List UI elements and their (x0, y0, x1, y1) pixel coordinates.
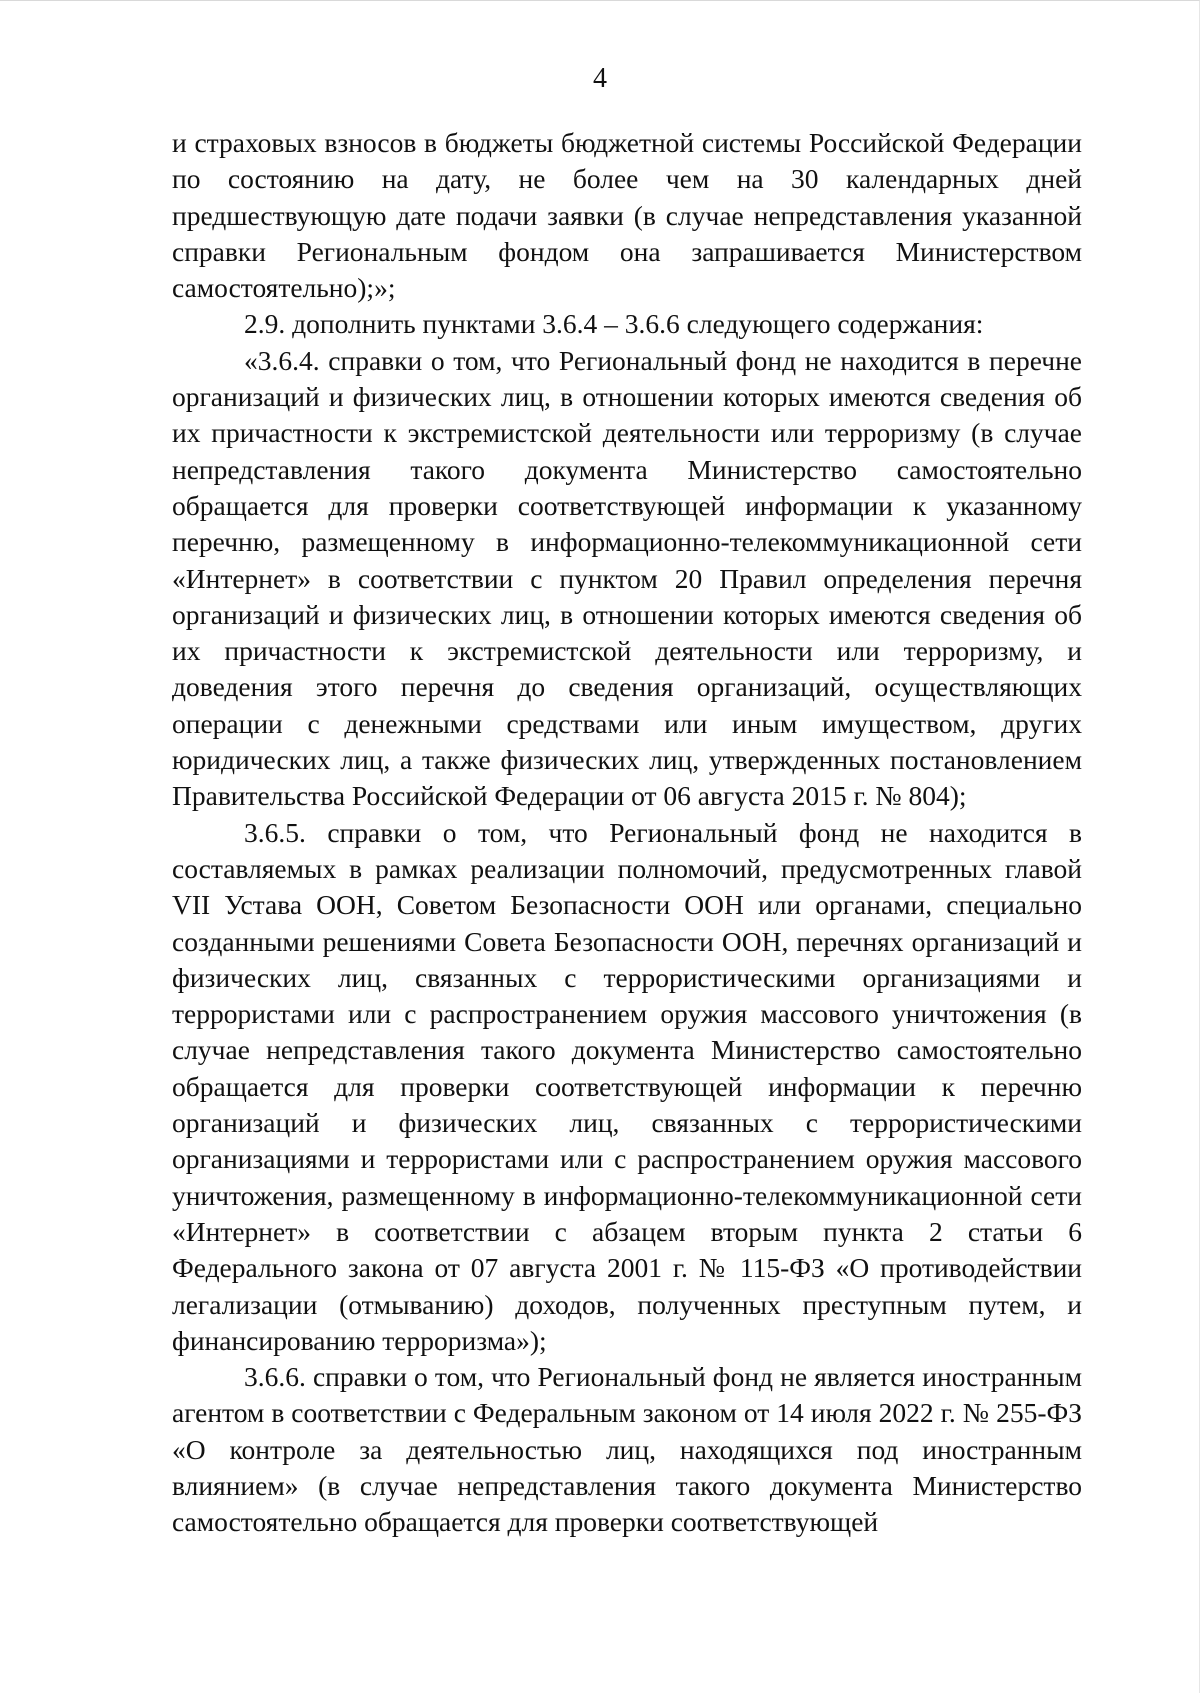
paragraph-continuation: и страховых взносов в бюджеты бюджетной системы Российской Федерации по состоянию на дату, не более чем на 30 календарных дней предшествующую дате подачи заявки (в случае непредставления указанной справки Региональным фондом она запрашивается Министерством самостоятельно);»; (172, 127, 1082, 304)
page-number: 4 (593, 63, 607, 94)
paragraph-3-6-6: 3.6.6. справки о том, что Региональный фонд не является иностранным агентом в соответствии с Федеральным законом от 14 июля 2022 г. № 255-ФЗ «О контроле за деятельностью лиц, находящихся под иностранным влиянием» (в случае непредставления такого документа Министерство самостоятельно обращается для проверки соответствующей (172, 1361, 1082, 1538)
document-body (172, 125, 1082, 1541)
paragraph-3-6-4: «3.6.4. справки о том, что Региональный фонд не находится в перечне организаций и физических лиц, в отношении которых имеются сведения об их причастности к экстремистской деятельности или терроризму (в случае непредставления такого документа Министерство самостоятельно обращается для проверки соответствующей информации к указанному перечню, размещенному в информационно-телекоммуникационной сети «Интернет» в соответствии с пунктом 20 Правил определения перечня организаций и физических лиц, в отношении которых имеются сведения об их причастности к экстремистской деятельности или терроризму, и доведения этого перечня до сведения организаций, осуществляющих операции с денежными средствами или иным имуществом, других юридических лиц, а также физических лиц, утвержденных постановлением Правительства Российской Федерации от 06 августа 2015 г. № 804); (172, 344, 1082, 812)
paragraph-amendment-intro: 2.9. дополнить пунктами 3.6.4 – 3.6.6 следующего содержания: (244, 308, 984, 340)
paragraph-3-6-5: 3.6.5. справки о том, что Региональный фонд не находится в составляемых в рамках реализации полномочий, предусмотренных главой VII Устава ООН, Советом Безопасности ООН или органами, специально созданными решениями Совета Безопасности ООН, перечнях организаций и физических лиц, связанных с террористическими организациями и террористами или с распространением оружия массового уничтожения (в случае непредставления такого документа Министерство самостоятельно обращается для проверки соответствующей информации к перечню организаций и физических лиц, связанных с террористическими организациями и террористами или с распространением оружия массового уничтожения, размещенному в информационно-телекоммуникационной сети «Интернет» в соответствии с абзацем вторым пункта 2 статьи 6 Федерального закона от 07 августа 2001 г. № 115-ФЗ «О противодействии легализации (отмыванию) доходов, полученных преступным путем, и финансированию терроризма»); (172, 816, 1082, 1356)
